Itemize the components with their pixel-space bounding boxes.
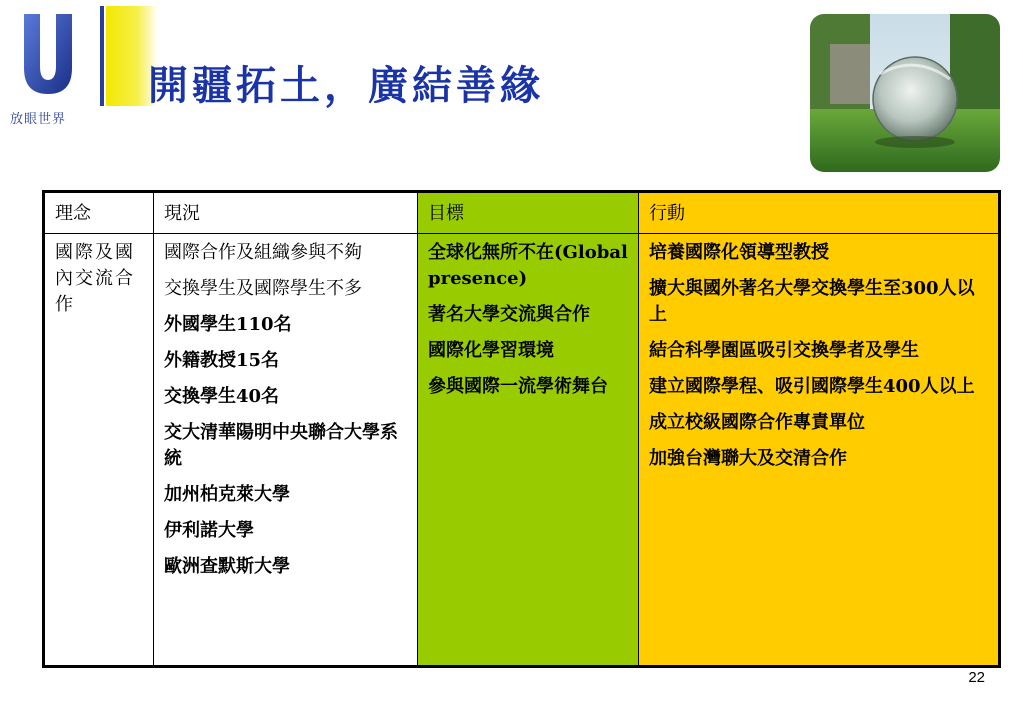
table-row xyxy=(44,234,1000,667)
status-item: 伊利諾大學 xyxy=(164,520,254,541)
action-item: 擴大與國外著名大學交換學生至300人以上 xyxy=(649,278,975,325)
header-action: 行動 xyxy=(639,192,1000,234)
university-logo xyxy=(18,8,88,108)
status-item: 歐洲查默斯大學 xyxy=(164,556,290,577)
page-number: 22 xyxy=(968,669,985,686)
logo-caption: 放眼世界 xyxy=(10,112,67,127)
header-status: 現況 xyxy=(154,192,418,234)
action-cell xyxy=(639,234,1000,667)
concept-cell xyxy=(44,234,154,667)
goal-item: 參與國際一流學術舞台 xyxy=(428,376,608,397)
goal-cell xyxy=(418,234,639,667)
action-item: 成立校級國際合作專責單位 xyxy=(649,412,865,433)
status-item: 加州柏克萊大學 xyxy=(164,484,290,505)
action-item: 結合科學園區吸引交換學者及學生 xyxy=(649,340,919,361)
status-cell xyxy=(154,234,418,667)
logo-divider-bar xyxy=(100,6,104,106)
header-concept: 理念 xyxy=(44,192,154,234)
logo-u-icon xyxy=(18,8,78,98)
status-item: 外籍教授15名 xyxy=(164,350,280,371)
status-item: 外國學生110名 xyxy=(164,314,292,335)
header-goal: 目標 xyxy=(418,192,639,234)
status-item: 交大清華陽明中央聯合大學系統 xyxy=(164,422,398,469)
action-item: 建立國際學程、吸引國際學生400人以上 xyxy=(649,376,975,397)
page-title: 開疆拓土，廣結善緣 xyxy=(148,62,544,109)
status-item: 交換學生及國際學生不多 xyxy=(164,278,362,299)
status-item: 國際合作及組織參與不夠 xyxy=(164,242,362,263)
goal-item: 全球化無所不在(Global presence) xyxy=(428,242,628,289)
goal-item: 國際化學習環境 xyxy=(428,340,554,361)
action-item: 培養國際化領導型教授 xyxy=(649,242,829,263)
concept-text: 國際及國內交流合作 xyxy=(55,242,135,315)
action-item: 加強台灣聯大及交清合作 xyxy=(649,448,847,469)
status-item: 交換學生40名 xyxy=(164,386,280,407)
goal-item: 著名大學交流與合作 xyxy=(428,304,590,325)
strategy-table xyxy=(42,190,1001,668)
table-header-row xyxy=(44,192,1000,234)
campus-sculpture-photo xyxy=(810,14,1000,172)
